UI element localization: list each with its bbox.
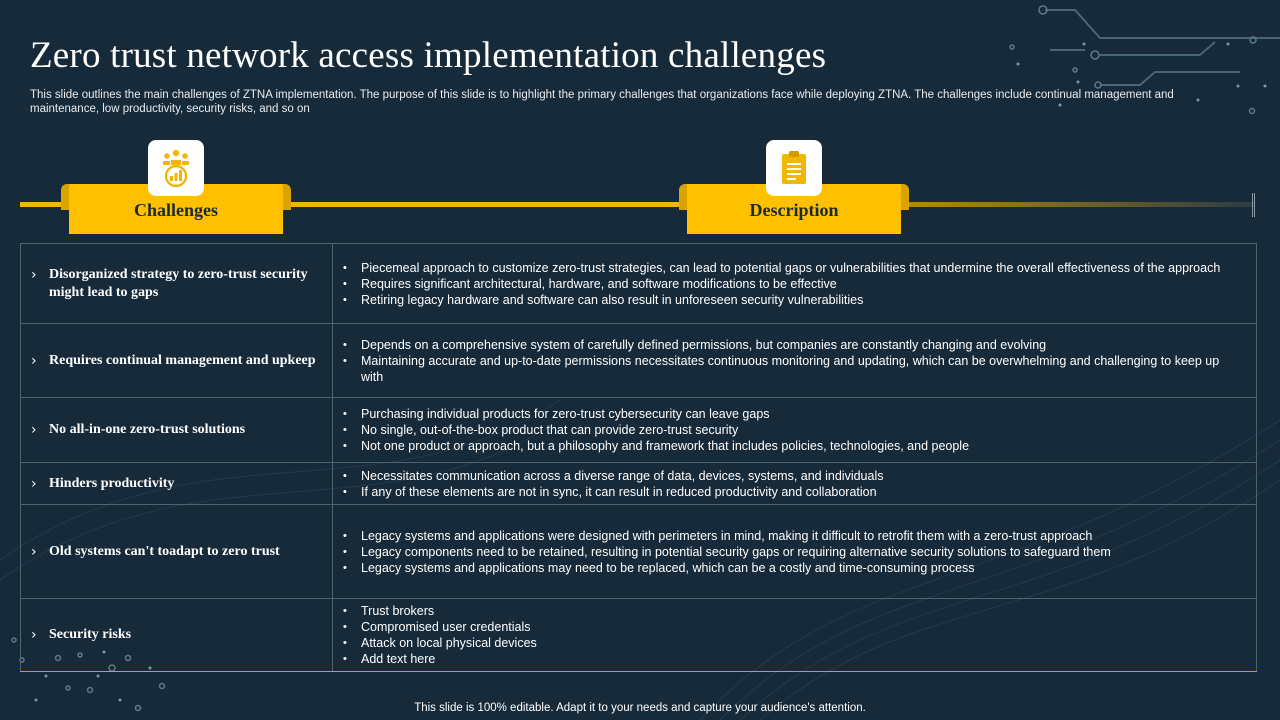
bullet-item: • Not one product or approach, but a philosophy and framework that includes policies, technologies, and people bbox=[343, 438, 1226, 454]
team-target-icon bbox=[157, 148, 195, 188]
chevron-right-icon: › bbox=[31, 266, 37, 283]
challenge-cell bbox=[21, 505, 333, 599]
challenge-label: Security risks bbox=[49, 627, 132, 642]
bullet-item: • Necessitates communication across a diverse range of data, devices, systems, and individuals bbox=[343, 468, 1226, 484]
challenge-cell bbox=[21, 599, 333, 672]
chevron-right-icon: › bbox=[31, 543, 37, 560]
description-header: Description bbox=[687, 184, 901, 234]
bullet-item: • Requires significant architectural, hardware, and software modifications to be effective bbox=[343, 276, 1226, 292]
description-cell bbox=[333, 463, 1257, 505]
table-row bbox=[21, 599, 1257, 672]
challenge-label: Disorganized strategy to zero-trust security might lead to gaps bbox=[49, 266, 308, 300]
bullet-list bbox=[343, 337, 1226, 385]
page-title: Zero trust network access implementation challenges bbox=[30, 35, 827, 76]
footer-note: This slide is 100% editable. Adapt it to your needs and capture your audience's attention. bbox=[414, 702, 866, 714]
chevron-right-icon: › bbox=[31, 352, 37, 369]
description-cell bbox=[333, 244, 1257, 324]
bullet-item: • Trust brokers bbox=[343, 603, 1226, 619]
bullet-item: • Legacy systems and applications were designed with perimeters in mind, making it difficult to retrofit them with a zero-trust approach bbox=[343, 528, 1226, 544]
bullet-item: • Compromised user credentials bbox=[343, 619, 1226, 635]
challenge-cell bbox=[21, 398, 333, 463]
table-row bbox=[21, 398, 1257, 463]
challenge-cell bbox=[21, 324, 333, 398]
bullet-item: • No single, out-of-the-box product that can provide zero-trust security bbox=[343, 422, 1226, 438]
clipboard-icon bbox=[779, 150, 809, 186]
challenge-label: Hinders productivity bbox=[49, 475, 175, 491]
header-rail-end bbox=[1252, 193, 1255, 217]
description-icon-box bbox=[766, 140, 822, 196]
bullet-item: • Depends on a comprehensive system of carefully defined permissions, but companies are constantly changing and evolving bbox=[343, 337, 1226, 353]
challenge-label: No all-in-one zero-trust solutions bbox=[49, 422, 246, 437]
table-row bbox=[21, 463, 1257, 505]
table-row bbox=[21, 505, 1257, 599]
bullet-item: • Retiring legacy hardware and software can also result in unforeseen security vulnerabilities bbox=[343, 292, 1226, 308]
bullet-list bbox=[343, 406, 1226, 454]
challenges-table bbox=[20, 243, 1257, 672]
bullet-list bbox=[343, 260, 1226, 308]
description-cell bbox=[333, 398, 1257, 463]
bullet-item: • Maintaining accurate and up-to-date permissions necessitates continuous monitoring and updating, which can be overwhelming and challenging to keep up with bbox=[343, 353, 1226, 385]
bullet-item: • Add text here bbox=[343, 651, 1226, 667]
bullet-item: • Legacy systems and applications may need to be replaced, which can be a costly and time-consuming process bbox=[343, 560, 1226, 576]
challenges-icon-box bbox=[148, 140, 204, 196]
description-cell bbox=[333, 505, 1257, 599]
description-cell bbox=[333, 599, 1257, 672]
challenge-label: Requires continual management and upkeep bbox=[49, 352, 316, 368]
page-subtitle: This slide outlines the main challenges of ZTNA implementation. The purpose of this slide is to highlight the primary challenges that organizations face while deploying ZTNA. The challenges include continual management and maintenance, low productivity, security risks, and so on bbox=[30, 89, 1174, 115]
challenge-cell bbox=[21, 463, 333, 505]
bullet-item: • Attack on local physical devices bbox=[343, 635, 1226, 651]
description-cell bbox=[333, 324, 1257, 398]
chevron-right-icon: › bbox=[31, 475, 37, 492]
chevron-right-icon: › bbox=[31, 422, 37, 438]
bullet-item: • Purchasing individual products for zero-trust cybersecurity can leave gaps bbox=[343, 406, 1226, 422]
bullet-list bbox=[343, 528, 1226, 576]
bullet-list bbox=[343, 603, 1226, 667]
challenges-header: Challenges bbox=[69, 184, 283, 234]
challenge-label: Old systems can't toadapt to zero trust bbox=[49, 543, 280, 559]
table-row bbox=[21, 324, 1257, 398]
bullet-list bbox=[343, 468, 1226, 500]
challenge-cell bbox=[21, 244, 333, 324]
table-row bbox=[21, 244, 1257, 324]
bullet-item: • Piecemeal approach to customize zero-trust strategies, can lead to potential gaps or vulnerabilities that undermine the overall effectiveness of the approach bbox=[343, 260, 1226, 276]
chevron-right-icon: › bbox=[31, 627, 37, 643]
bullet-item: • If any of these elements are not in sync, it can result in reduced productivity and collaboration bbox=[343, 484, 1226, 500]
bullet-item: • Legacy components need to be retained, resulting in potential security gaps or requiring alternative security solutions to safeguard them bbox=[343, 544, 1226, 560]
